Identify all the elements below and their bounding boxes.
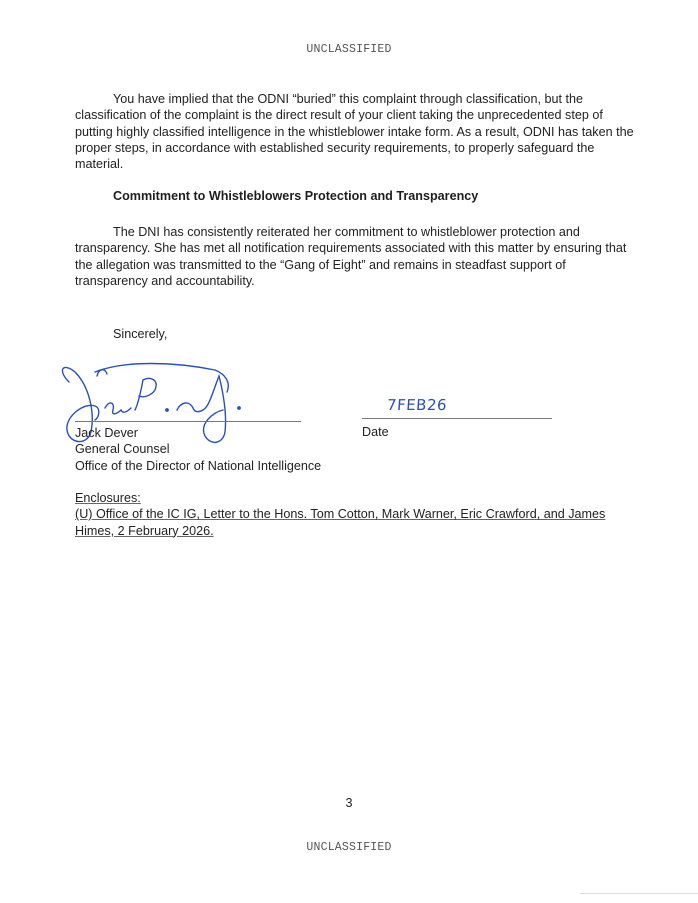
date-label: Date	[362, 425, 389, 439]
scan-edge-line	[580, 893, 698, 894]
paragraph-text: The DNI has consistently reiterated her commitment to whistleblower protection and transparency. She has met all notification requirements associated with this matter by ensuring that the allegation was transmitted to the “Gang of Eight” and remains in steadfast support of transparency and accountability.	[75, 225, 627, 288]
signer-office: Office of the Director of National Intelligence	[75, 458, 322, 473]
date-line	[362, 418, 552, 419]
classification-marking-bottom: UNCLASSIFIED	[306, 841, 392, 854]
signer-name: Jack Dever	[75, 426, 138, 440]
body-paragraph-classification	[75, 91, 635, 172]
enclosures-block	[75, 490, 635, 539]
classification-marking-top: UNCLASSIFIED	[306, 43, 392, 56]
body-paragraph-commitment	[75, 224, 635, 289]
signer-block	[75, 425, 321, 474]
enclosure-item: (U) Office of the IC IG, Letter to the Hons. Tom Cotton, Mark Warner, Eric Crawford, and James Himes, 2 February 2026.	[75, 507, 606, 538]
page-number: 3	[345, 796, 353, 810]
closing-salutation: Sincerely,	[113, 327, 168, 341]
paragraph-text: You have implied that the ODNI “buried” this complaint through classification, but the classification of the complaint is the direct result of your client taking the unprecedented step of putting highly classified intelligence in the whistleblower intake form. As a result, ODNI has taken the proper steps, in accordance with established security requirements, to properly safeguard the material.	[75, 92, 634, 172]
section-heading: Commitment to Whistleblowers Protection and Transparency	[113, 189, 479, 203]
enclosures-label: Enclosures:	[75, 491, 141, 505]
handwritten-date: 7FEB26	[386, 396, 448, 414]
signer-title: General Counsel	[75, 442, 170, 457]
signature-line	[75, 421, 301, 422]
